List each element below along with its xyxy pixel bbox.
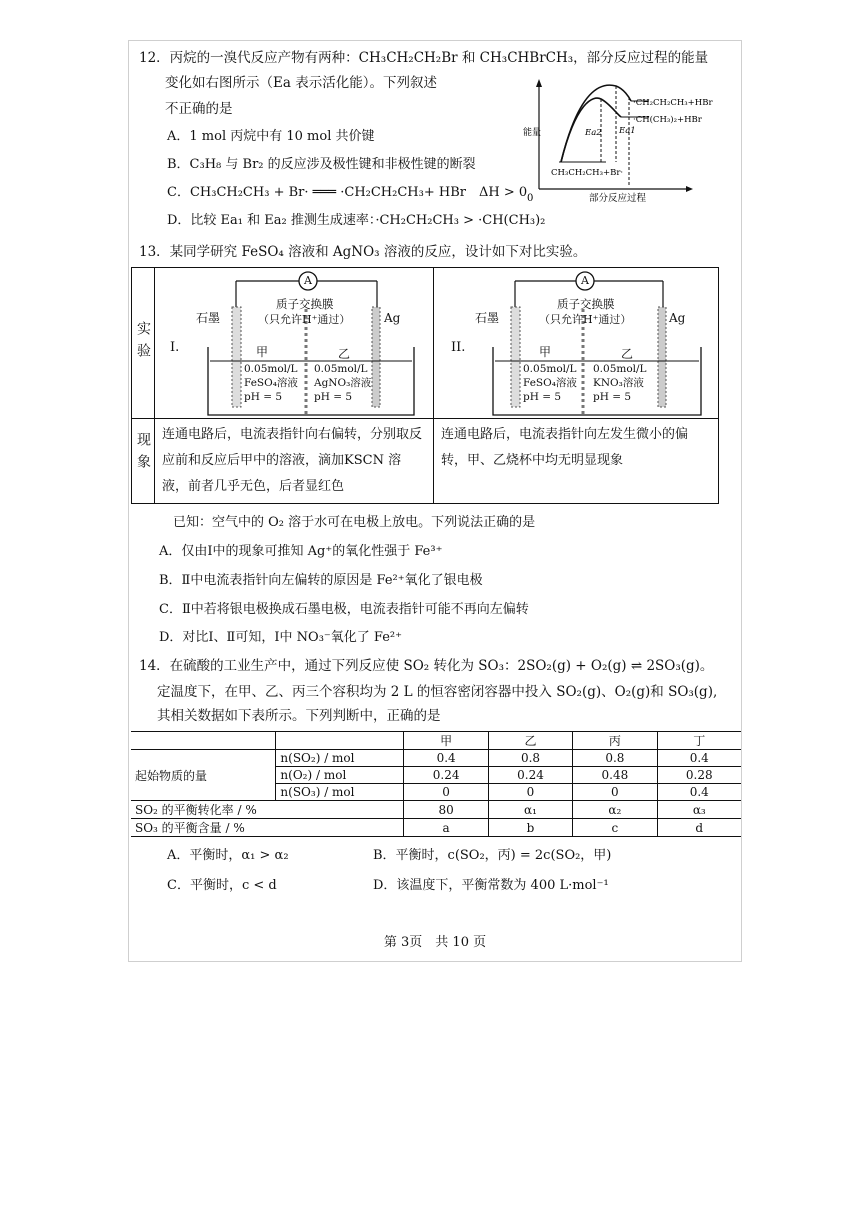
exp1-left-solution: 0.05mol/L FeSO₄溶液 pH = 5 bbox=[244, 363, 298, 403]
exp1-right-cup: 乙 bbox=[338, 347, 351, 361]
table-cell: 0.4 bbox=[404, 750, 488, 767]
table-cell: 0.8 bbox=[573, 750, 657, 767]
equilibrium-table bbox=[131, 731, 741, 837]
product2-label: ·CH(CH₃)₂+HBr bbox=[633, 115, 702, 125]
exp1-right-solution: 0.05mol/L AgNO₃溶液 pH = 5 bbox=[314, 363, 372, 403]
table-cell: c bbox=[573, 819, 657, 837]
exp1-right-electrode: Ag bbox=[384, 311, 401, 325]
q12-option-a: A．1 mol 丙烷中有 10 mol 共价键 bbox=[167, 129, 375, 144]
table-cell: 0.24 bbox=[404, 767, 488, 784]
table-cell: d bbox=[657, 819, 741, 837]
q13-stem: 13．某同学研究 FeSO₄ 溶液和 AgNO₃ 溶液的反应，设计如下对比实验。 bbox=[139, 244, 587, 260]
exp1-phenomenon: 连通电路后，电流表指针向右偏转，分别取反应前和反应后甲中的溶液，滴加KSCN 溶液，前者几乎无色，后者显红色 bbox=[155, 419, 434, 504]
initial-amount-label: 起始物质的量 bbox=[131, 750, 276, 801]
q13-option-b: B．Ⅱ中电流表指针向左偏转的原因是 Fe²⁺氧化了银电极 bbox=[159, 573, 483, 588]
row-label: SO₃ 的平衡含量 / % bbox=[131, 819, 404, 837]
exp2-right-electrode: Ag bbox=[669, 311, 686, 325]
exp2-right-solution: 0.05mol/L KNO₃溶液 pH = 5 bbox=[593, 363, 647, 403]
q12-option-b: B．C₃H₈ 与 Br₂ 的反应涉及极性键和非极性键的断裂 bbox=[167, 157, 476, 172]
q13-known: 已知：空气中的 O₂ 溶于水可在电极上放电。下列说法正确的是 bbox=[173, 515, 536, 530]
q14-option-a: A．平衡时，α₁ > α₂ bbox=[167, 848, 289, 863]
q12-line1: 12．丙烷的一溴代反应产物有两种：CH₃CH₂CH₂Br 和 CH₃CHBrCH₃，部分反应过程的能量 bbox=[139, 50, 709, 66]
q14-line3: 其相关数据如下表所示。下列判断中，正确的是 bbox=[157, 708, 441, 724]
table-cell: a bbox=[404, 819, 488, 837]
exp2-membrane: 质子交换膜 bbox=[557, 297, 615, 311]
ammeter-1-label: A bbox=[304, 274, 312, 287]
q12-option-c: C．CH₃CH₂CH₃ + Br· ═══ ·CH₂CH₂CH₃+ HBr ΔH > 0 bbox=[167, 185, 528, 200]
exp2-right-cup: 乙 bbox=[621, 347, 634, 361]
table-cell: 0.28 bbox=[657, 767, 741, 784]
experiment-2-cell bbox=[434, 268, 719, 419]
exp2-number: II. bbox=[451, 340, 466, 355]
table-cell: 80 bbox=[404, 801, 488, 819]
exp2-left-cup: 甲 bbox=[539, 345, 552, 359]
row-label-phenomenon: 现象 bbox=[132, 419, 155, 504]
energy-diagram bbox=[521, 77, 739, 207]
q12-line3: 不正确的是 bbox=[165, 101, 233, 117]
reactant-label: CH₃CH₂CH₃+Br· bbox=[551, 168, 624, 178]
row-label: n(SO₂) / mol bbox=[276, 750, 404, 767]
table-cell: α₃ bbox=[657, 801, 741, 819]
x-axis-label: 部分反应过程 bbox=[589, 193, 647, 204]
exam-page bbox=[128, 40, 742, 962]
product1-label: ·CH₂CH₂CH₃+HBr bbox=[633, 98, 713, 108]
exp2-left-solution: 0.05mol/L FeSO₄溶液 pH = 5 bbox=[523, 363, 577, 403]
table-cell: 0.8 bbox=[488, 750, 572, 767]
header-yi: 乙 bbox=[488, 732, 572, 750]
table-cell: 0.4 bbox=[657, 750, 741, 767]
q13-option-d: D．对比Ⅰ、Ⅱ可知，Ⅰ中 NO₃⁻氧化了 Fe²⁺ bbox=[159, 630, 402, 645]
exp2-left-electrode: 石墨 bbox=[475, 311, 500, 325]
experiment-1-cell bbox=[155, 268, 434, 419]
exp1-membrane-note: （只允许H⁺通过） bbox=[258, 313, 351, 326]
row-label: n(O₂) / mol bbox=[276, 767, 404, 784]
q13-option-c: C．Ⅱ中若将银电极换成石墨电极，电流表指针可能不再向左偏转 bbox=[159, 602, 529, 617]
table-cell: 0 bbox=[573, 784, 657, 801]
ea2-label: Ea2 bbox=[585, 128, 602, 138]
q13-option-a: A．仅由Ⅰ中的现象可推知 Ag⁺的氧化性强于 Fe³⁺ bbox=[159, 544, 443, 559]
row-label: SO₂ 的平衡转化率 / % bbox=[131, 801, 404, 819]
ea1-label: Ea1 bbox=[619, 126, 636, 136]
q14-option-d: D．该温度下，平衡常数为 400 L·mol⁻¹ bbox=[373, 878, 609, 893]
table-cell: 0 bbox=[404, 784, 488, 801]
header-jia: 甲 bbox=[404, 732, 488, 750]
table-cell: b bbox=[488, 819, 572, 837]
table-cell: 0.48 bbox=[573, 767, 657, 784]
q12-line2: 变化如右图所示（Ea 表示活化能）。下列叙述 bbox=[165, 75, 437, 91]
table-cell: 0 bbox=[488, 784, 572, 801]
y-axis-label: 能量 bbox=[523, 128, 542, 138]
header-ding: 丁 bbox=[657, 732, 741, 750]
exp2-phenomenon: 连通电路后，电流表指针向左发生微小的偏转，甲、乙烧杯中均无明显现象 bbox=[434, 419, 719, 504]
q14-line1: 14．在硫酸的工业生产中，通过下列反应使 SO₂ 转化为 SO₃：2SO₂(g) + O₂(g) ⇌ 2SO₃(g)。 bbox=[139, 658, 714, 674]
q14-option-b: B．平衡时，c(SO₂，丙) = 2c(SO₂，甲) bbox=[373, 848, 612, 863]
exp1-left-cup: 甲 bbox=[256, 345, 269, 359]
q14-option-c: C．平衡时，c < d bbox=[167, 878, 277, 893]
row-label: n(SO₃) / mol bbox=[276, 784, 404, 801]
table-cell: 0.4 bbox=[657, 784, 741, 801]
exp1-number: I. bbox=[170, 340, 180, 355]
exp1-left-electrode: 石墨 bbox=[196, 311, 221, 325]
table-cell: 0.24 bbox=[488, 767, 572, 784]
exp1-membrane: 质子交换膜 bbox=[276, 297, 334, 311]
header-bing: 丙 bbox=[573, 732, 657, 750]
exp2-membrane-note: （只允许H⁺通过） bbox=[539, 313, 632, 326]
ammeter-2-label: A bbox=[581, 274, 589, 287]
table-cell: α₁ bbox=[488, 801, 572, 819]
experiment-table bbox=[131, 267, 719, 504]
q12-option-d: D．比较 Ea₁ 和 Ea₂ 推测生成速率：·CH₂CH₂CH₃ > ·CH(CH₃)₂ bbox=[167, 213, 546, 228]
page-footer: 第 3页 共 10 页 bbox=[383, 935, 487, 950]
q14-line2: 定温度下，在甲、乙、丙三个容积均为 2 L 的恒容密闭容器中投入 SO₂(g)、O₂(g)和 SO₃(g), bbox=[157, 684, 718, 700]
table-cell: α₂ bbox=[573, 801, 657, 819]
row-label-experiment: 实验 bbox=[132, 268, 155, 419]
origin-label: 0 bbox=[527, 193, 534, 204]
